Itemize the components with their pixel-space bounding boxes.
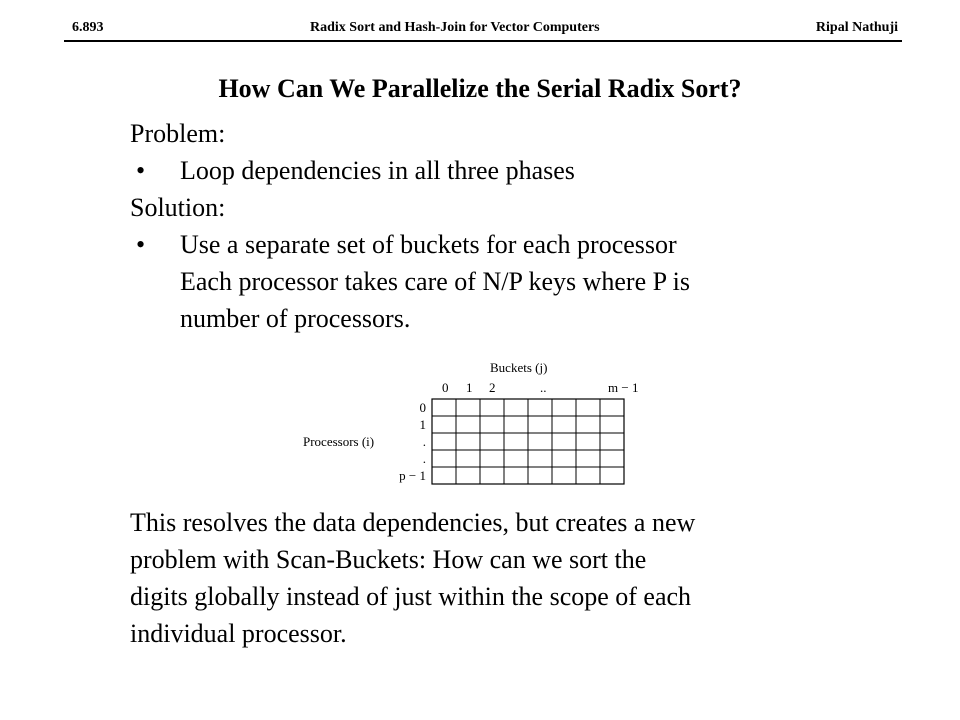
header-author: Ripal Nathuji: [815, 20, 898, 35]
solution-label: Solution:: [130, 193, 226, 222]
col-label: ..: [540, 380, 547, 395]
col-axis-label: Buckets (j): [490, 360, 548, 375]
problem-bullet: Loop dependencies in all three phases: [180, 156, 575, 185]
row-axis-label: Processors (i): [303, 434, 375, 449]
slide-header: [64, 18, 902, 42]
conclusion-line-2: problem with Scan-Buckets: How can we sort the: [130, 545, 647, 574]
col-labels: [442, 380, 638, 395]
row-label: .: [422, 451, 426, 466]
row-labels: [399, 400, 426, 483]
row-label: p − 1: [399, 468, 426, 483]
row-label: .: [422, 434, 426, 449]
slide-title: How Can We Parallelize the Serial Radix Sort?: [218, 74, 742, 103]
bucket-processor-grid-diagram: [290, 355, 650, 495]
grid-cells: [432, 399, 624, 484]
col-label: m − 1: [608, 380, 639, 395]
solution-bullet-line-2: Each processor takes care of N/P keys where P is: [180, 267, 690, 296]
grid-svg: [290, 355, 650, 495]
bullet-glyph: •: [136, 230, 146, 259]
col-label: 2: [489, 380, 496, 395]
solution-bullet-line-1: Use a separate set of buckets for each processor: [180, 230, 677, 259]
bullet-glyph: •: [136, 156, 146, 185]
conclusion-line-3: digits globally instead of just within the scope of each: [130, 582, 692, 611]
header-course: 6.893: [72, 20, 104, 35]
row-label: 0: [419, 400, 426, 415]
conclusion-line-4: individual processor.: [130, 619, 347, 648]
row-label: 1: [419, 417, 426, 432]
problem-label: Problem:: [130, 119, 226, 148]
header-topic: Radix Sort and Hash-Join for Vector Computers: [310, 20, 600, 35]
col-label: 1: [466, 380, 473, 395]
col-label: 0: [442, 380, 449, 395]
solution-bullet-line-3: number of processors.: [180, 304, 411, 333]
conclusion-line-1: This resolves the data dependencies, but creates a new: [130, 508, 696, 537]
